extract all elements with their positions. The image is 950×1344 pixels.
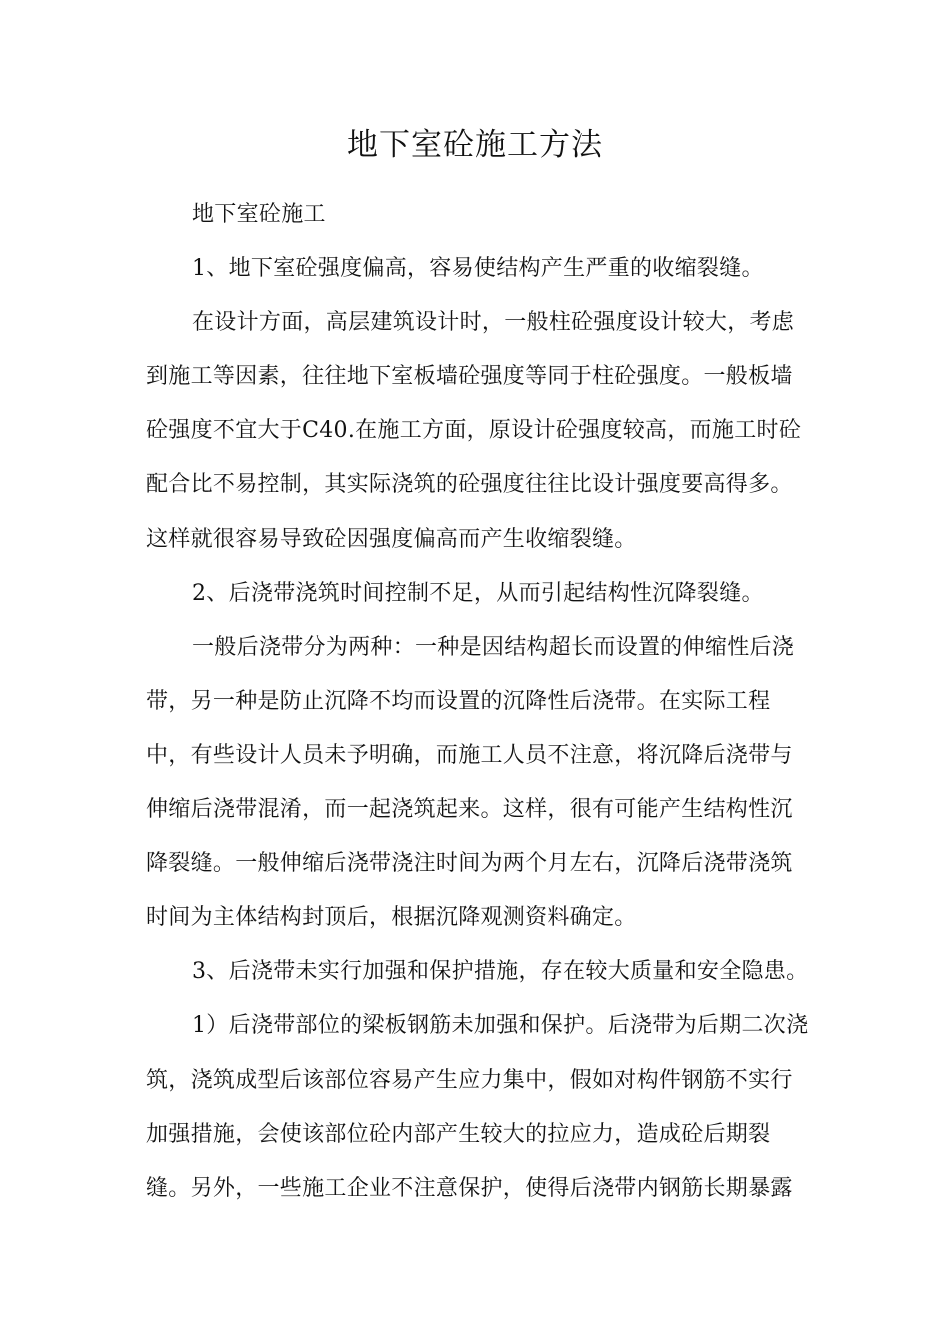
paragraph-line: 中，有些设计人员未予明确，而施工人员不注意，将沉降后浇带与 xyxy=(146,742,793,768)
document-body xyxy=(146,195,811,1223)
paragraph-line: 地下室砼施工 xyxy=(192,202,326,227)
document-title: 地下室砼施工方法 xyxy=(347,127,603,163)
paragraph-line: 缝。另外，一些施工企业不注意保护，使得后浇带内钢筋长期暴露 xyxy=(146,1175,793,1201)
paragraph-line: 在设计方面，高层建筑设计时，一般柱砼强度设计较大，考虑 xyxy=(192,310,795,336)
paragraph-line: 配合比不易控制，其实际浇筑的砼强度往往比设计强度要高得多。 xyxy=(146,472,793,498)
paragraph-line: 时间为主体结构封顶后，根据沉降观测资料确定。 xyxy=(146,905,637,931)
paragraph-line: 3、后浇带未实行加强和保护措施，存在较大质量和安全隐患。 xyxy=(192,959,809,985)
paragraph-line: 砼强度不宜大于C40.在施工方面，原设计砼强度较高，而施工时砼 xyxy=(146,418,802,444)
paragraph-line: 1、地下室砼强度偏高，容易使结构产生严重的收缩裂缝。 xyxy=(192,256,764,282)
paragraph-line: 这样就很容易导致砼因强度偏高而产生收缩裂缝。 xyxy=(146,526,637,552)
paragraph-line: 到施工等因素，往往地下室板墙砼强度等同于柱砼强度。一般板墙 xyxy=(146,364,793,390)
paragraph-line: 伸缩后浇带混淆，而一起浇筑起来。这样，很有可能产生结构性沉 xyxy=(146,797,793,823)
paragraph-line: 筑，浇筑成型后该部位容易产生应力集中，假如对构件钢筋不实行 xyxy=(146,1067,793,1093)
paragraph-line: 1）后浇带部位的梁板钢筋未加强和保护。后浇带为后期二次浇 xyxy=(192,1013,809,1039)
paragraph-line: 2、后浇带浇筑时间控制不足，从而引起结构性沉降裂缝。 xyxy=(192,580,764,606)
paragraph-line: 一般后浇带分为两种：一种是因结构超长而设置的伸缩性后浇 xyxy=(192,634,795,660)
paragraph-line: 带，另一种是防止沉降不均而设置的沉降性后浇带。在实际工程 xyxy=(146,688,771,714)
paragraph-line: 降裂缝。一般伸缩后浇带浇注时间为两个月左右，沉降后浇带浇筑 xyxy=(146,851,793,877)
paragraph-line: 加强措施，会使该部位砼内部产生较大的拉应力，造成砼后期裂 xyxy=(146,1121,771,1147)
